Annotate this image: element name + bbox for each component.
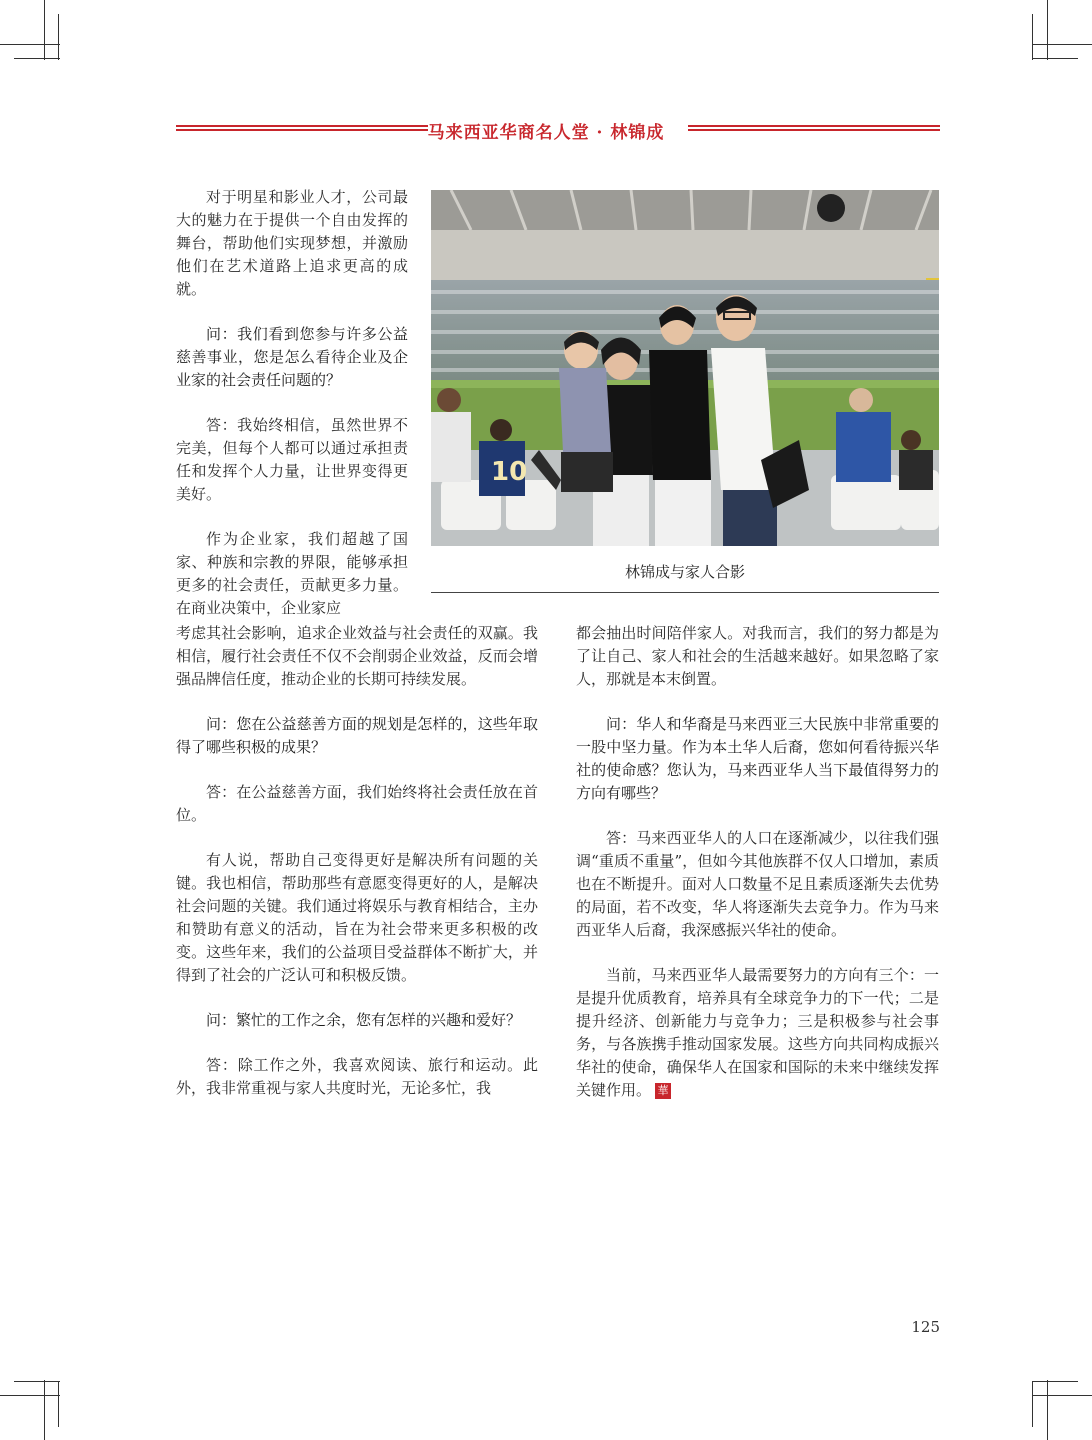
crop-mark (0, 1395, 60, 1396)
crop-mark (1032, 58, 1078, 59)
running-header: 马来西亚华商名人堂 · 林锦成 (427, 123, 665, 143)
question: 问：我们看到您参与许多公益慈善事业，您是怎么看待企业及企业家的社会责任问题的？ (176, 325, 408, 389)
paragraph (576, 964, 939, 1102)
crop-mark (14, 58, 60, 59)
family-photo (431, 190, 939, 546)
left-column-bottom (176, 622, 538, 1122)
crop-mark (58, 1381, 59, 1427)
crop-mark (14, 1381, 60, 1382)
crop-mark (1032, 1395, 1092, 1396)
paragraph: 作为企业家，我们超越了国家、种族和宗教的界限，能够承担更多的社会责任，贡献更多力量。在商业决策中，企业家应 (176, 530, 408, 617)
jersey-number: 10 (491, 457, 528, 487)
crop-mark (1047, 0, 1048, 60)
crop-mark (1032, 44, 1092, 45)
crop-mark (1032, 14, 1033, 60)
right-column (576, 622, 939, 1124)
paragraph: 都会抽出时间陪伴家人。对我而言，我们的努力都是为了让自己、家人和社会的生活越来越好。如果忽略了家人，那就是本末倒置。 (576, 624, 939, 688)
end-mark-icon: 華 (655, 1083, 671, 1099)
answer: 答：在公益慈善方面，我们始终将社会责任放在首位。 (176, 783, 538, 824)
crop-mark (1032, 1381, 1033, 1427)
left-column-top (176, 186, 408, 620)
crop-mark (58, 14, 59, 60)
question: 问：繁忙的工作之余，您有怎样的兴趣和爱好？ (206, 1011, 522, 1029)
caption-rule (431, 592, 939, 593)
question: 问：华人和华裔是马来西亚三大民族中非常重要的一股中坚力量。作为本土华人后裔，您如何看待振兴华社的使命感？您认为，马来西亚华人当下最值得努力的方向有哪些？ (576, 715, 939, 802)
crop-mark (1032, 1381, 1078, 1382)
answer: 答：马来西亚华人的人口在逐渐减少，以往我们强调“重质不重量”，但如今其他族群不仅人口增加，素质也在不断提升。面对人口数量不足且素质逐渐失去优势的局面，若不改变，华人将逐渐失去竞争力。作为马来西亚华人后裔，我深感振兴华社的使命。 (576, 829, 939, 939)
answer: 答：除工作之外，我喜欢阅读、旅行和运动。此外，我非常重视与家人共度时光，无论多忙，我 (176, 1056, 538, 1097)
paragraph: 有人说，帮助自己变得更好是解决所有问题的关键。我也相信，帮助那些有意愿变得更好的人，是解决社会问题的关键。我们通过将娱乐与教育相结合，主办和赞助有意义的活动，旨在为社会带来更多积极的改变。这些年来，我们的公益项目受益群体不断扩大，并得到了社会的广泛认可和积极反馈。 (176, 851, 538, 984)
crop-mark (44, 0, 45, 60)
closing-paragraph: 当前，马来西亚华人最需要努力的方向有三个：一是提升优质教育，培养具有全球竞争力的下一代；二是提升经济、创新能力与竞争力；三是积极参与社会事务，与各族携手推动国家发展。这些方向共同构成振兴华社的使命，确保华人在国家和国际的未来中继续发挥关键作用。 (576, 966, 939, 1099)
question: 问：您在公益慈善方面的规划是怎样的，这些年取得了哪些积极的成果？ (176, 715, 538, 756)
answer: 答：我始终相信，虽然世界不完美，但每个人都可以通过承担责任和发挥个人力量，让世界变得更美好。 (176, 416, 408, 503)
page-number: 125 (911, 1318, 940, 1336)
crop-mark (0, 44, 60, 45)
photo-caption: 林锦成与家人合影 (624, 563, 745, 581)
paragraph: 对于明星和影业人才，公司最大的魅力在于提供一个自由发挥的舞台，帮助他们实现梦想，并激励他们在艺术道路上追求更高的成就。 (176, 188, 408, 298)
paragraph: 考虑其社会影响，追求企业效益与社会责任的双赢。我相信，履行社会责任不仅不会削弱企业效益，反而会增强品牌信任度，推动企业的长期可持续发展。 (176, 624, 538, 688)
crop-mark (44, 1380, 45, 1440)
crop-mark (1047, 1380, 1048, 1440)
